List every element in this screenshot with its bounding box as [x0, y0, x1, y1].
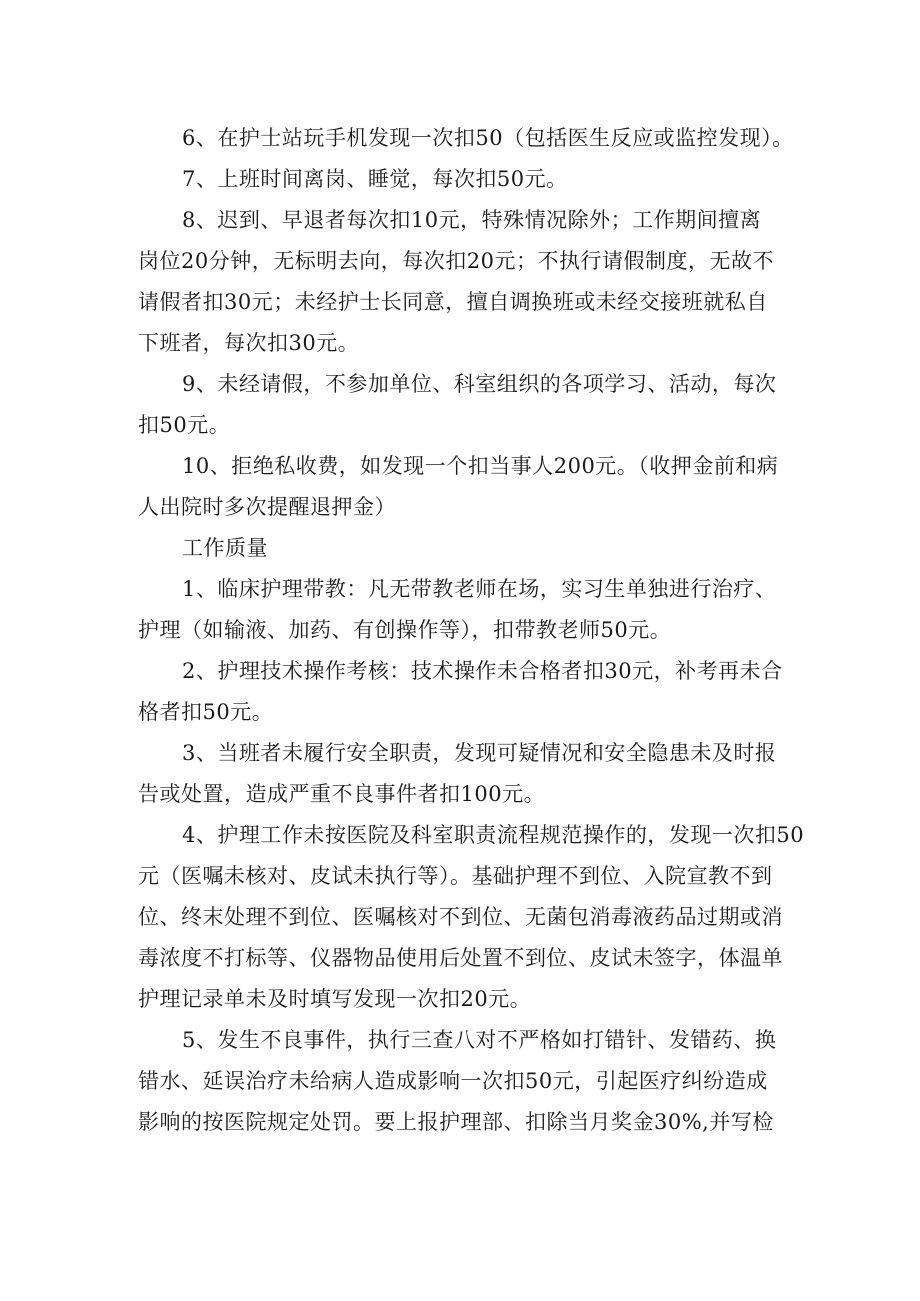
document-body: [138, 118, 805, 1143]
document-line: 扣50元。: [138, 413, 231, 437]
document-line: 下班者，每次扣30元。: [138, 331, 360, 355]
document-line: 7、上班时间离岗、睡觉，每次扣50元。: [182, 167, 568, 191]
document-line: 9、未经请假，不参加单位、科室组织的各项学习、活动，每次: [182, 372, 777, 396]
document-line: 人出院时多次提醒退押金）: [138, 495, 396, 519]
document-line: 元（医嘱未核对、皮试未执行等）。基础护理不到位、入院宣教不到: [138, 864, 773, 888]
document-line: 5、发生不良事件，执行三查八对不严格如打错针、发错药、换: [182, 1028, 777, 1052]
document-line: 请假者扣30元；未经护士长同意，擅自调换班或未经交接班就私自: [138, 290, 768, 314]
document-line: 错水、延误治疗未给病人造成影响一次扣50元，引起医疗纠纷造成: [138, 1069, 768, 1093]
document-line: 护理记录单未及时填写发现一次扣20元。: [138, 987, 532, 1011]
document-line: 岗位20分钟，无标明去向，每次扣20元；不执行请假制度，无故不: [138, 249, 774, 273]
document-line: 毒浓度不打标等、仪器物品使用后处置不到位、皮试未签字，体温单: [138, 946, 783, 970]
document-line: 4、护理工作未按医院及科室职责流程规范操作的，发现一次扣50: [182, 823, 805, 847]
document-line: 8、迟到、早退者每次扣10元，特殊情况除外；工作期间擅离: [182, 208, 762, 232]
document-line: 影响的按医院规定处罚。要上报护理部、扣除当月奖金30%,并写检: [138, 1110, 774, 1134]
document-line: 2、护理技术操作考核：技术操作未合格者扣30元，补考再未合: [182, 659, 783, 683]
document-line: 告或处置，造成严重不良事件者扣100元。: [138, 782, 546, 806]
document-line: 位、终末处理不到位、医嘱核对不到位、无菌包消毒液药品过期或消: [138, 905, 783, 929]
document-line: 10、拒绝私收费，如发现一个扣当事人200元。（收押金前和病: [182, 454, 779, 478]
document-line: 护理（如输液、加药、有创操作等），扣带教老师50元。: [138, 618, 672, 642]
document-line: 格者扣50元。: [138, 700, 274, 724]
document-line: 1、临床护理带教：凡无带教老师在场，实习生单独进行治疗、: [182, 577, 777, 601]
document-line: 6、在护士站玩手机发现一次扣50（包括医生反应或监控发现）。: [182, 126, 794, 150]
document-line: 3、当班者未履行安全职责，发现可疑情况和安全隐患未及时报: [182, 741, 777, 765]
document-line: 工作质量: [182, 536, 268, 560]
